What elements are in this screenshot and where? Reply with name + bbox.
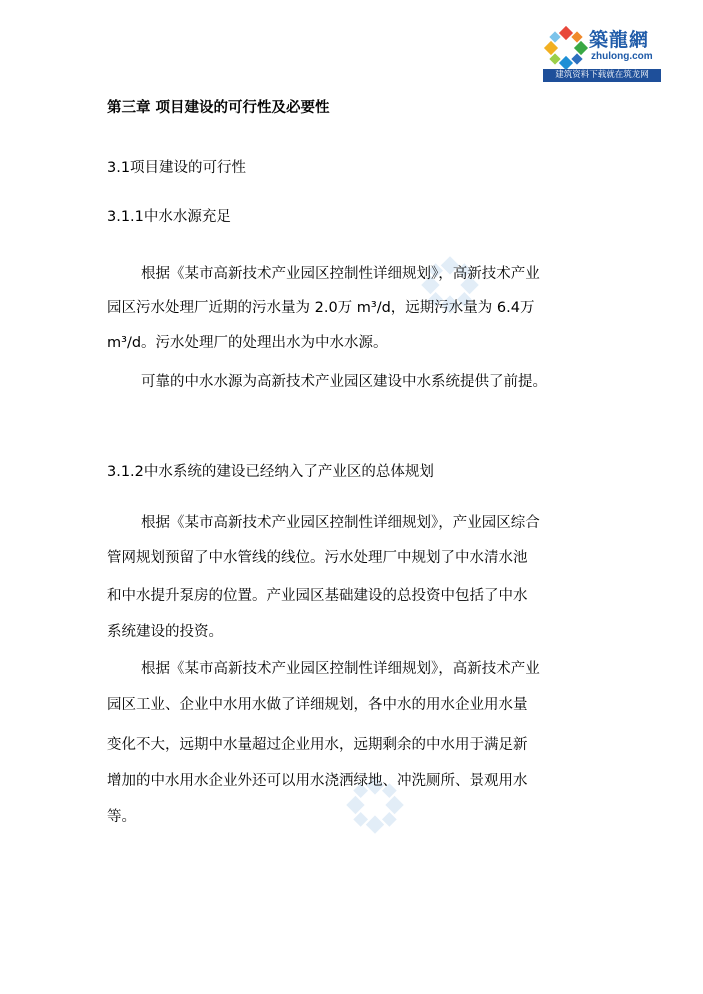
paragraph-line: 系统建设的投资。 <box>107 624 223 640</box>
paragraph-line: 管网规划预留了中水管线的线位。污水处理厂中规划了中水清水池 <box>107 550 528 566</box>
zhulong-logo <box>543 23 661 83</box>
paragraph-line: 根据《某市高新技术产业园区控制性详细规划》，产业园区综合 <box>141 515 540 531</box>
chapter-heading: 第三章 项目建设的可行性及必要性 <box>107 100 330 116</box>
paragraph-line: 根据《某市高新技术产业园区控制性详细规划》，高新技术产业 <box>141 266 540 282</box>
paragraph-line: 园区污水处理厂近期的污水量为 2.0万 m³/d，远期污水量为 6.4万 <box>107 300 535 316</box>
paragraph-line: 等。 <box>107 809 136 825</box>
paragraph-line: 根据《某市高新技术产业园区控制性详细规划》，高新技术产业 <box>141 661 540 677</box>
logo-name: 築龍網 <box>589 29 650 51</box>
paragraph-line: 变化不大，远期中水量超过企业用水，远期剩余的中水用于满足新 <box>107 737 528 753</box>
logo-snowflake-icon <box>543 25 589 71</box>
paragraph-line: 和中水提升泵房的位置。产业园区基础建设的总投资中包括了中水 <box>107 588 528 604</box>
paragraph-line: 可靠的中水水源为高新技术产业园区建设中水系统提供了前提。 <box>141 374 547 390</box>
logo-slogan: 建筑资料下载就在筑龙网 <box>543 69 661 82</box>
paragraph-line: m³/d。污水处理厂的处理出水为中水水源。 <box>107 335 388 351</box>
paragraph-line: 增加的中水用水企业外还可以用水浇洒绿地、冲洗厕所、景观用水 <box>107 773 528 789</box>
section-3-1-2-title: 3.1.2中水系统的建设已经纳入了产业区的总体规划 <box>107 464 434 480</box>
section-3-1-1-title: 3.1.1中水水源充足 <box>107 209 231 225</box>
section-3-1-title: 3.1项目建设的可行性 <box>107 160 247 176</box>
paragraph-line: 园区工业、企业中水用水做了详细规划，各中水的用水企业用水量 <box>107 697 528 713</box>
logo-domain: zhulong.com <box>591 51 653 62</box>
